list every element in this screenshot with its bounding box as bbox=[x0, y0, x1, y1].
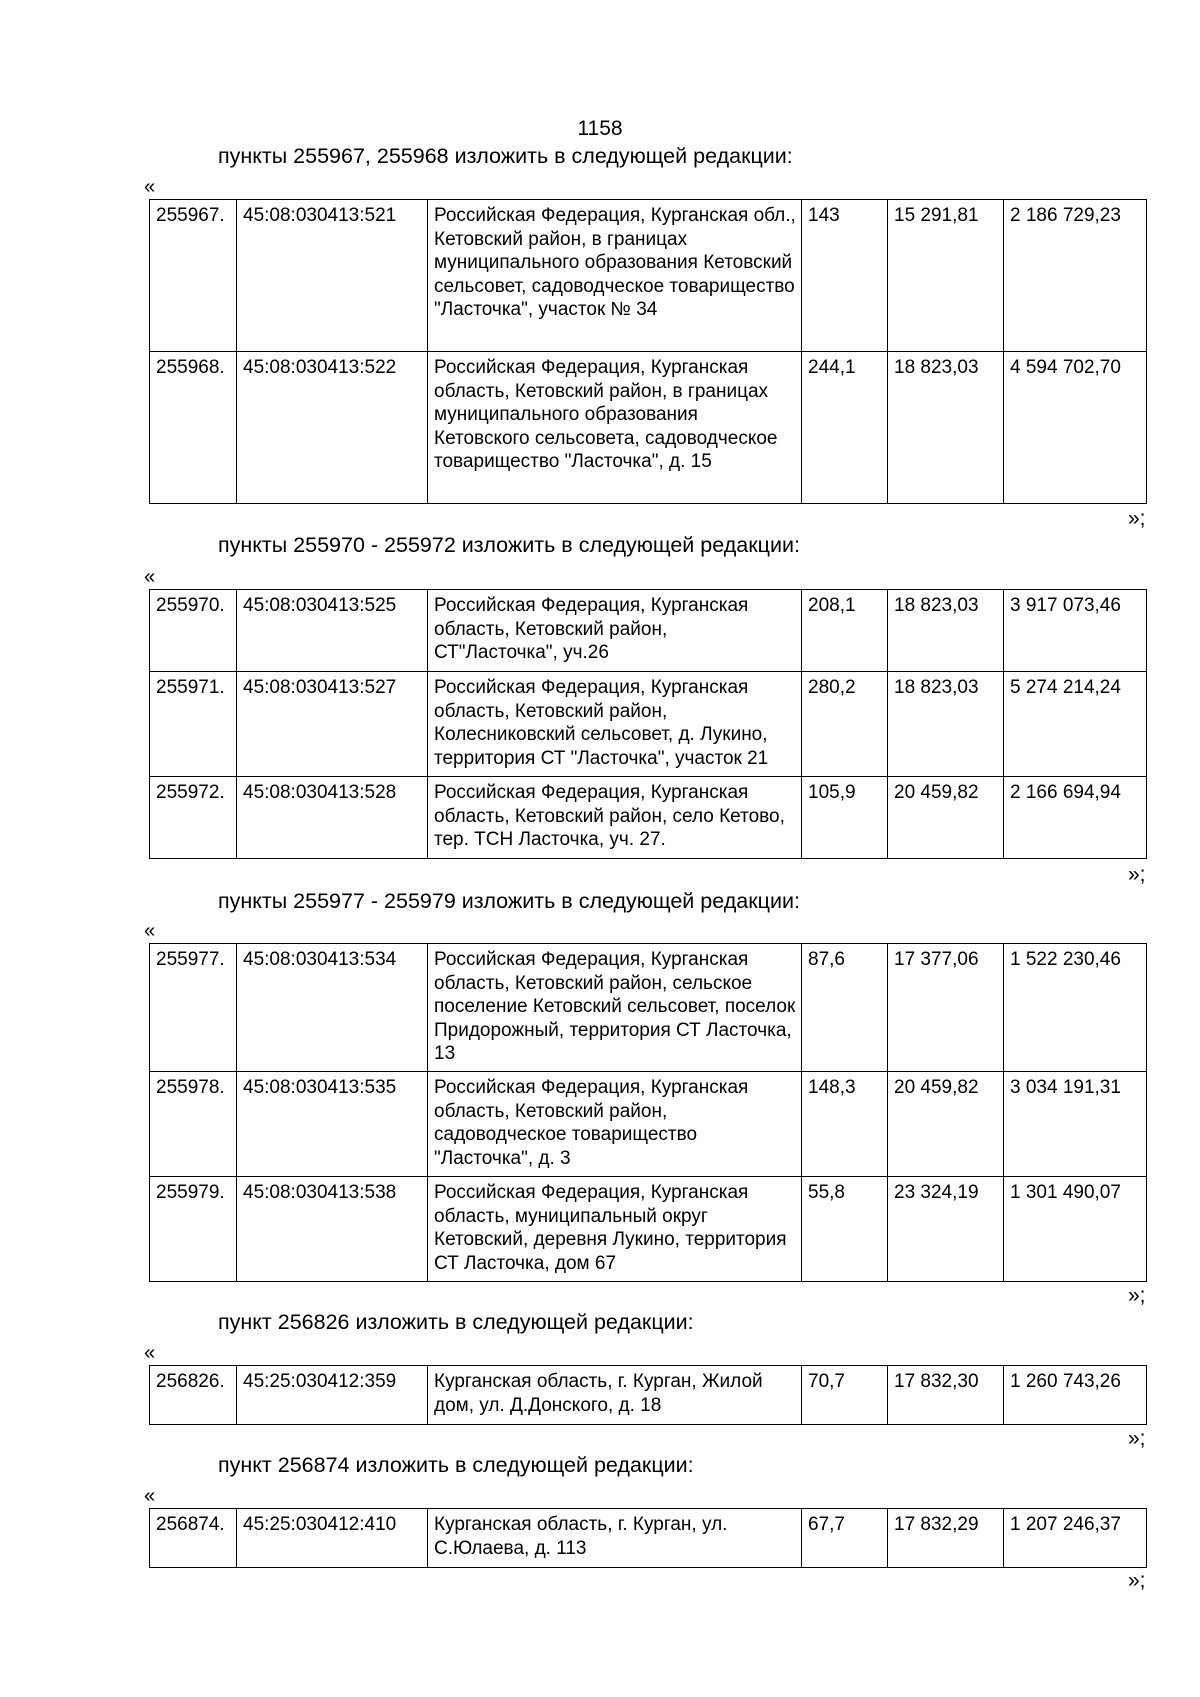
cadastral-number: 45:08:030413:521 bbox=[237, 200, 428, 352]
table-row bbox=[150, 1072, 1147, 1177]
cadastral-number: 45:08:030413:534 bbox=[237, 944, 428, 1072]
address: Российская Федерация, Курганская область, муниципальный округ Кетовский, деревня Лукино, территория СТ Ласточка, дом 67 bbox=[428, 1177, 802, 1282]
specific-value: 20 459,82 bbox=[888, 1072, 1004, 1177]
amendment-table bbox=[149, 943, 1147, 1282]
specific-value: 15 291,81 bbox=[888, 200, 1004, 352]
amendment-table bbox=[149, 1365, 1147, 1425]
item-number: 255967. bbox=[150, 200, 237, 352]
cadastral-value: 1 301 490,07 bbox=[1004, 1177, 1147, 1282]
table-row bbox=[150, 352, 1147, 504]
section-instruction: пункт 256826 изложить в следующей редакции: bbox=[218, 1310, 694, 1334]
cadastral-value: 1 207 246,37 bbox=[1004, 1509, 1147, 1568]
cadastral-number: 45:08:030413:535 bbox=[237, 1072, 428, 1177]
table-row bbox=[150, 1177, 1147, 1282]
item-number: 256874. bbox=[150, 1509, 237, 1568]
cadastral-value: 3 034 191,31 bbox=[1004, 1072, 1147, 1177]
address: Российская Федерация, Курганская область, Кетовский район, садоводческое товарищество "Ласточка", д. 3 bbox=[428, 1072, 802, 1177]
address: Российская Федерация, Курганская область, Кетовский район, село Кетово, тер. ТСН Ласточка, уч. 27. bbox=[428, 777, 802, 859]
area: 55,8 bbox=[802, 1177, 888, 1282]
section-instruction: пункты 255970 - 255972 изложить в следующей редакции: bbox=[218, 533, 800, 557]
area: 280,2 bbox=[802, 672, 888, 777]
specific-value: 18 823,03 bbox=[888, 590, 1004, 672]
item-number: 255972. bbox=[150, 777, 237, 859]
item-number: 255968. bbox=[150, 352, 237, 504]
area: 67,7 bbox=[802, 1509, 888, 1568]
item-number: 255970. bbox=[150, 590, 237, 672]
table-row bbox=[150, 590, 1147, 672]
cadastral-value: 1 260 743,26 bbox=[1004, 1366, 1147, 1425]
area: 148,3 bbox=[802, 1072, 888, 1177]
address: Курганская область, г. Курган, ул. С.Юлаева, д. 113 bbox=[428, 1509, 802, 1568]
area: 208,1 bbox=[802, 590, 888, 672]
cadastral-number: 45:08:030413:522 bbox=[237, 352, 428, 504]
amendment-table bbox=[149, 1508, 1147, 1568]
specific-value: 18 823,03 bbox=[888, 672, 1004, 777]
address: Российская Федерация, Курганская обл., Кетовский район, в границах муниципального образования Кетовский сельсовет, садоводческое товарищество "Ласточка", участок № 34 bbox=[428, 200, 802, 352]
cadastral-value: 4 594 702,70 bbox=[1004, 352, 1147, 504]
specific-value: 20 459,82 bbox=[888, 777, 1004, 859]
table-row bbox=[150, 1509, 1147, 1568]
address: Российская Федерация, Курганская область, Кетовский район, СТ"Ласточка", уч.26 bbox=[428, 590, 802, 672]
specific-value: 23 324,19 bbox=[888, 1177, 1004, 1282]
section-instruction: пункты 255967, 255968 изложить в следующей редакции: bbox=[218, 144, 793, 168]
area: 87,6 bbox=[802, 944, 888, 1072]
cadastral-value: 2 166 694,94 bbox=[1004, 777, 1147, 859]
cadastral-number: 45:08:030413:538 bbox=[237, 1177, 428, 1282]
table-row bbox=[150, 1366, 1147, 1425]
specific-value: 18 823,03 bbox=[888, 352, 1004, 504]
table-row bbox=[150, 777, 1147, 859]
cadastral-number: 45:25:030412:410 bbox=[237, 1509, 428, 1568]
close-quote: »; bbox=[1128, 507, 1146, 530]
page-number: 1158 bbox=[577, 117, 623, 140]
cadastral-number: 45:25:030412:359 bbox=[237, 1366, 428, 1425]
cadastral-value: 1 522 230,46 bbox=[1004, 944, 1147, 1072]
cadastral-value: 5 274 214,24 bbox=[1004, 672, 1147, 777]
item-number: 256826. bbox=[150, 1366, 237, 1425]
area: 143 bbox=[802, 200, 888, 352]
open-quote: « bbox=[144, 1485, 156, 1507]
address: Российская Федерация, Курганская область, Кетовский район, Колесниковский сельсовет, д. Лукино, территория СТ "Ласточка", участок 21 bbox=[428, 672, 802, 777]
area: 70,7 bbox=[802, 1366, 888, 1425]
item-number: 255979. bbox=[150, 1177, 237, 1282]
close-quote: »; bbox=[1128, 1569, 1146, 1592]
cadastral-number: 45:08:030413:528 bbox=[237, 777, 428, 859]
area: 105,9 bbox=[802, 777, 888, 859]
item-number: 255977. bbox=[150, 944, 237, 1072]
item-number: 255971. bbox=[150, 672, 237, 777]
open-quote: « bbox=[144, 1342, 156, 1364]
specific-value: 17 832,30 bbox=[888, 1366, 1004, 1425]
specific-value: 17 377,06 bbox=[888, 944, 1004, 1072]
area: 244,1 bbox=[802, 352, 888, 504]
close-quote: »; bbox=[1128, 863, 1146, 886]
amendment-table bbox=[149, 199, 1147, 504]
open-quote: « bbox=[144, 566, 156, 588]
section-instruction: пункты 255977 - 255979 изложить в следующей редакции: bbox=[218, 889, 800, 913]
table-row bbox=[150, 200, 1147, 352]
address: Российская Федерация, Курганская область, Кетовский район, сельское поселение Кетовский сельсовет, поселок Придорожный, территория СТ Ласточка, 13 bbox=[428, 944, 802, 1072]
section-instruction: пункт 256874 изложить в следующей редакции: bbox=[218, 1453, 694, 1477]
open-quote: « bbox=[144, 920, 156, 942]
cadastral-value: 2 186 729,23 bbox=[1004, 200, 1147, 352]
table-row bbox=[150, 944, 1147, 1072]
open-quote: « bbox=[144, 176, 156, 198]
cadastral-value: 3 917 073,46 bbox=[1004, 590, 1147, 672]
cadastral-number: 45:08:030413:527 bbox=[237, 672, 428, 777]
table-row bbox=[150, 672, 1147, 777]
close-quote: »; bbox=[1128, 1427, 1146, 1450]
address: Курганская область, г. Курган, Жилой дом, ул. Д.Донского, д. 18 bbox=[428, 1366, 802, 1425]
specific-value: 17 832,29 bbox=[888, 1509, 1004, 1568]
close-quote: »; bbox=[1128, 1284, 1146, 1307]
address: Российская Федерация, Курганская область, Кетовский район, в границах муниципального образования Кетовского сельсовета, садоводческое товарищество "Ласточка", д. 15 bbox=[428, 352, 802, 504]
amendment-table bbox=[149, 589, 1147, 859]
cadastral-number: 45:08:030413:525 bbox=[237, 590, 428, 672]
item-number: 255978. bbox=[150, 1072, 237, 1177]
